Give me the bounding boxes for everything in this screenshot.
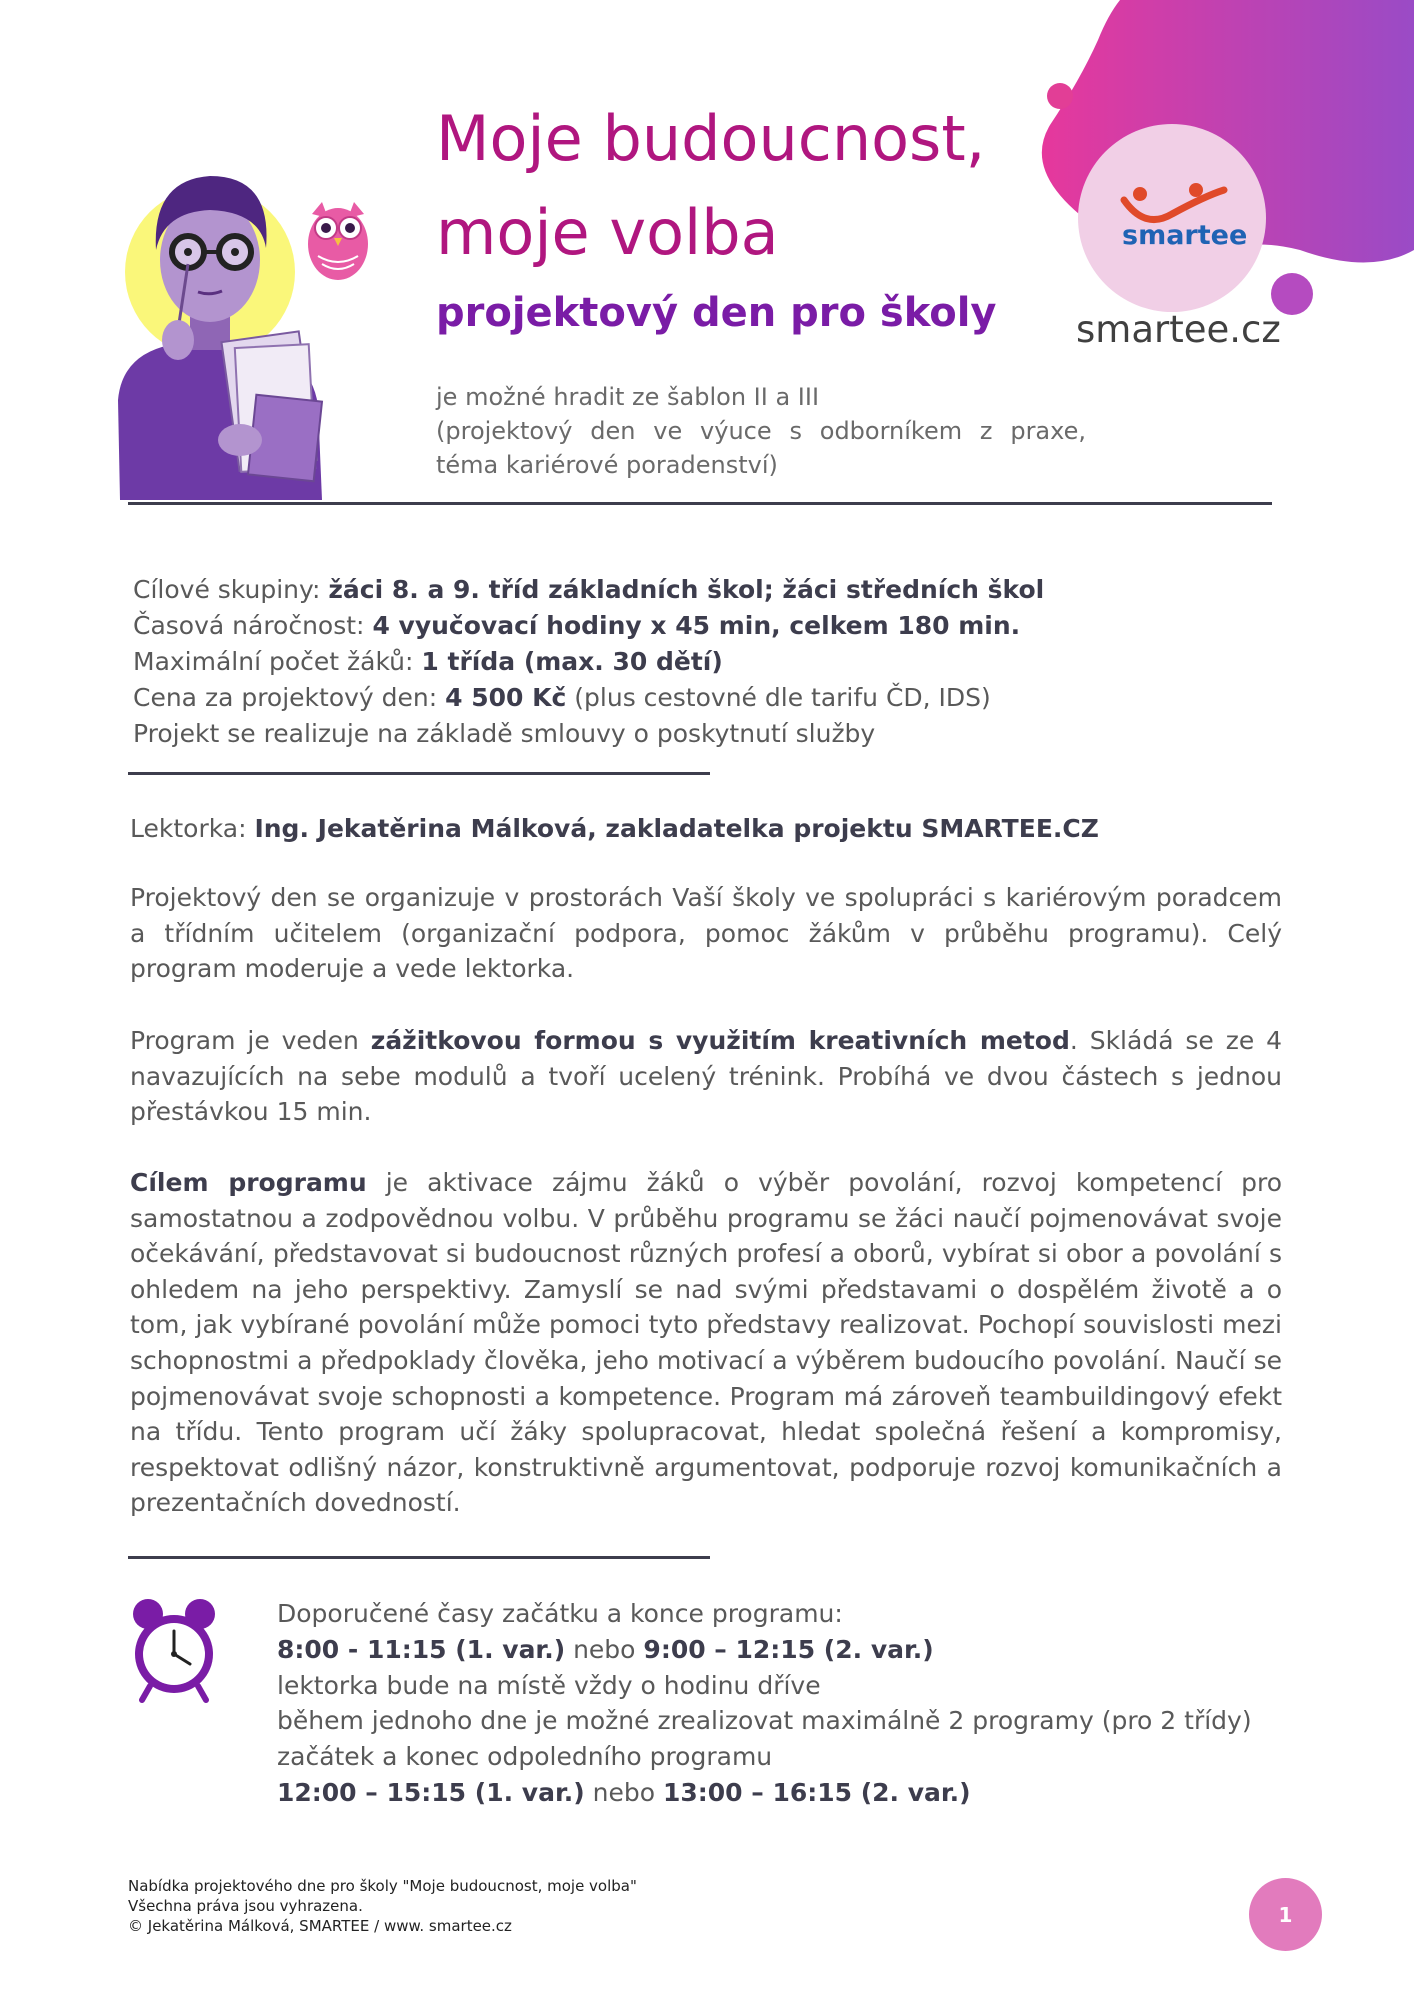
program-info [133, 572, 1044, 752]
schedule-morning: 8:00 - 11:15 (1. var.) nebo 9:00 – 12:15 (2. var.) [277, 1634, 934, 1664]
logo-text: smartee [1122, 220, 1248, 251]
info-contract: Projekt se realizuje na základě smlouvy o poskytnutí služby [133, 719, 876, 748]
schedule-heading: Doporučené časy začátku a konce programu: [277, 1599, 843, 1628]
footer-line-2: Všechna práva jsou vyhrazena. [128, 1897, 363, 1915]
footer-line-3: © Jekatěrina Málková, SMARTEE / www. smartee.cz [128, 1917, 512, 1935]
title-line-2: moje volba [436, 196, 779, 269]
schedule-note-1: lektorka bude na místě vždy o hodinu dříve [277, 1670, 821, 1700]
divider-goal [128, 1556, 710, 1559]
decorative-blob [1000, 0, 1414, 330]
schedule-note-3: začátek a konec odpoledního programu [277, 1742, 773, 1772]
lector-line: Lektorka: Ing. Jekatěrina Málková, zakladatelka projektu SMARTEE.CZ [130, 814, 1099, 843]
schedule-afternoon: 12:00 – 15:15 (1. var.) nebo 13:00 – 16:15 (2. var.) [277, 1777, 971, 1807]
page-subtitle: projektový den pro školy [436, 290, 997, 336]
website-label: smartee.cz [1076, 308, 1281, 351]
funding-note [436, 380, 1086, 482]
paragraph-goal: Cílem programu je aktivace zájmu žáků o výběr povolání, rozvoj kompetencí pro samostatnou a zodpovědnou volbu. V průběhu programu se žáci naučí pojmenovávat svoje očekávání, představovat si budoucnost různých profesí a oborů, vybírat si obor a povolání s ohledem na jeho perspektivy. Zamyslí se nad svými představami o dospělém životě a o tom, jak vybírané povolání může pomoci tyto představy realizovat. Pochopí souvislosti mezi schopnostmi a předpoklady člověka, jeho motivací a výběrem budoucího povolání. Naučí se pojmenovávat svoje schopnosti a kompetence. Program má zároveň teambuildingový efekt na třídu. Tento program učí žáky spolupracovat, hledat společná řešení a kompromisy, respektovat odlišný názor, konstruktivně argumentovat, podporuje rozvoj komunikačních a prezentačních dovedností. [130, 1168, 1282, 1518]
footer [128, 1876, 637, 1936]
funding-line-2: (projektový den ve výuce s odborníkem z praxe, [436, 417, 1086, 445]
paragraph-method: Program je veden zážitkovou formou s využitím kreativních metod. Skládá se ze 4 navazujících na sebe modulů a tvoří ucelený trénink. Probíhá ve dvou částech s jednou přestávkou 15 min. [130, 1026, 1283, 1127]
divider-header [128, 502, 1272, 505]
footer-line-1: Nabídka projektového dne pro školy "Moje budoucnost, moje volba" [128, 1877, 637, 1895]
paragraph-organization: Projektový den se organizuje v prostorách Vaší školy ve spolupráci s kariérovým poradcem a třídním učitelem (organizační podpora, pomoc žákům v průběhu programu). Celý program moderuje a vede lektorka. [130, 883, 1282, 984]
info-price: Cena za projektový den: 4 500 Kč (plus cestovné dle tarifu ČD, IDS) [133, 683, 991, 712]
page-number: 1 [1249, 1878, 1322, 1951]
info-max: Maximální počet žáků: 1 třída (max. 30 dětí) [133, 647, 723, 676]
student-illustration [60, 140, 390, 500]
info-target: Cílové skupiny: žáci 8. a 9. tříd základních škol; žáci středních škol [133, 575, 1045, 604]
funding-line-3: téma kariérové poradenství) [436, 451, 778, 479]
schedule-note-2: během jednoho dne je možné zrealizovat maximálně 2 programy (pro 2 třídy) [277, 1706, 1252, 1736]
info-time: Časová náročnost: 4 vyučovací hodiny x 45 min, celkem 180 min. [133, 611, 1021, 640]
alarm-clock-icon [128, 1596, 220, 1704]
schedule [277, 1596, 1252, 1811]
page-title [436, 92, 1036, 280]
divider-info [128, 772, 710, 775]
funding-line-1: je možné hradit ze šablon II a III [436, 383, 820, 411]
title-line-1: Moje budoucnost, [436, 102, 986, 175]
owl-icon [308, 202, 368, 280]
lector-name: Ing. Jekatěrina Málková, zakladatelka projektu SMARTEE.CZ [254, 814, 1099, 843]
